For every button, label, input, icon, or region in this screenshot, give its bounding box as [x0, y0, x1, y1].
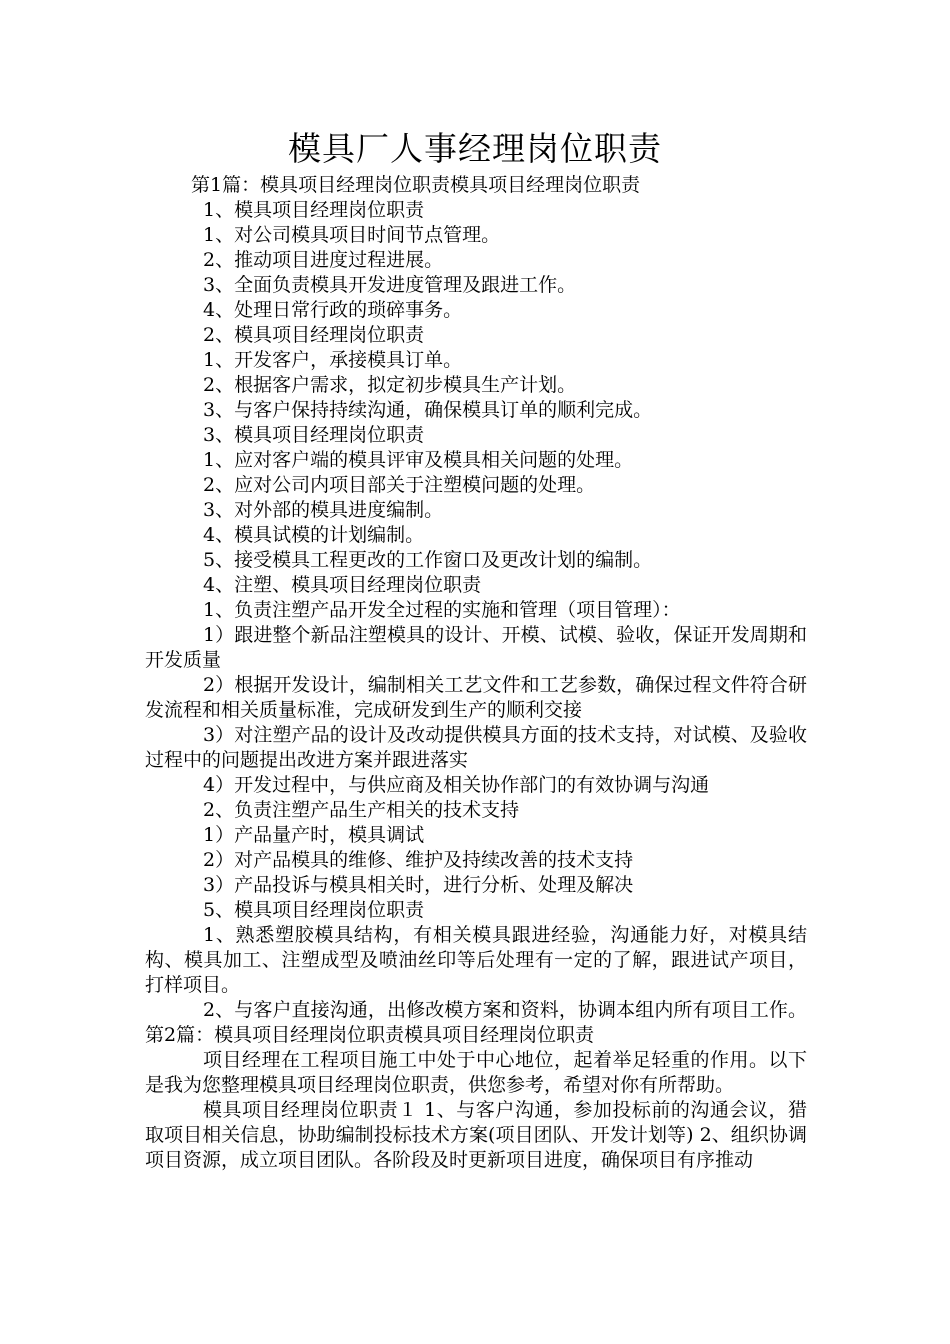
document-body	[145, 173, 807, 1173]
paragraph: 项目经理在工程项目施工中处于中心地位，起着举足轻重的作用。以下是我为您整理模具项目经理岗位职责，供您参考，希望对你有所帮助。	[145, 1049, 807, 1096]
paragraph: 1、负责注塑产品开发全过程的实施和管理（项目管理）：	[203, 599, 681, 621]
paragraph: 1、熟悉塑胶模具结构，有相关模具跟进经验，沟通能力好，对模具结构、模具加工、注塑成型及喷油丝印等后处理有一定的了解，跟进试产项目，打样项目。	[145, 924, 807, 996]
paragraph: 4、注塑、模具项目经理岗位职责	[203, 574, 482, 596]
paragraph: 模具项目经理岗位职责１ 1、与客户沟通，参加投标前的沟通会议，猎取项目相关信息，协助编制投标技术方案(项目团队、开发计划等) 2、组织协调项目资源，成立项目团队。各阶段及时更新项目进度，确保项目有序推动	[145, 1099, 807, 1171]
paragraph: 3、全面负责模具开发进度管理及跟进工作。	[203, 274, 577, 296]
paragraph: 3、对外部的模具进度编制。	[203, 499, 444, 521]
paragraph: 2）根据开发设计，编制相关工艺文件和工艺参数，确保过程文件符合研发流程和相关质量标准，完成研发到生产的顺利交接	[145, 674, 807, 721]
paragraph: 2、根据客户需求，拟定初步模具生产计划。	[203, 374, 577, 396]
paragraph: 1）产品量产时，模具调试	[203, 824, 425, 846]
paragraph: 4、处理日常行政的琐碎事务。	[203, 299, 463, 321]
paragraph: 1）跟进整个新品注塑模具的设计、开模、试模、验收，保证开发周期和开发质量	[145, 624, 807, 671]
paragraph: 5、接受模具工程更改的工作窗口及更改计划的编制。	[203, 549, 653, 571]
paragraph: 3）产品投诉与模具相关时，进行分析、处理及解决	[203, 874, 634, 896]
paragraph: 2、模具项目经理岗位职责	[203, 324, 425, 346]
paragraph: 2）对产品模具的维修、维护及持续改善的技术支持	[203, 849, 634, 871]
paragraph: 第1篇：模具项目经理岗位职责模具项目经理岗位职责	[191, 174, 641, 196]
paragraph: 2、应对公司内项目部关于注塑模问题的处理。	[203, 474, 596, 496]
paragraph: 1、模具项目经理岗位职责	[203, 199, 425, 221]
paragraph: 1、开发客户，承接模具订单。	[203, 349, 463, 371]
paragraph: 5、模具项目经理岗位职责	[203, 899, 425, 921]
paragraph: 4）开发过程中，与供应商及相关协作部门的有效协调与沟通	[203, 774, 710, 796]
document-title: 模具厂人事经理岗位职责	[288, 129, 662, 168]
paragraph: 3）对注塑产品的设计及改动提供模具方面的技术支持，对试模、及验收过程中的问题提出改进方案并跟进落实	[145, 724, 807, 771]
paragraph: 2、负责注塑产品生产相关的技术支持	[203, 799, 520, 821]
paragraph: 3、模具项目经理岗位职责	[203, 424, 425, 446]
paragraph: 1、对公司模具项目时间节点管理。	[203, 224, 501, 246]
paragraph: 2、与客户直接沟通，出修改模方案和资料，协调本组内所有项目工作。第2篇：模具项目经理岗位职责模具项目经理岗位职责	[145, 999, 807, 1046]
paragraph: 2、推动项目进度过程进展。	[203, 249, 444, 271]
paragraph: 4、模具试模的计划编制。	[203, 524, 425, 546]
paragraph: 3、与客户保持持续沟通，确保模具订单的顺利完成。	[203, 399, 653, 421]
paragraph: 1、应对客户端的模具评审及模具相关问题的处理。	[203, 449, 634, 471]
